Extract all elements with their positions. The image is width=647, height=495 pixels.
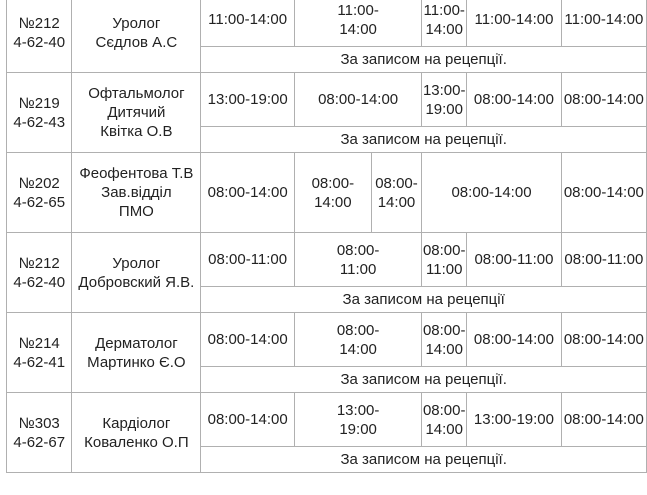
room-phone: 4-62-40	[13, 33, 66, 51]
hours-text: 08:00-	[422, 241, 466, 259]
hours-text: 08:00-11:00	[564, 251, 644, 268]
doctor-cell	[72, 73, 201, 153]
day-hours-cell	[422, 313, 467, 367]
hours-text: 08:00-14:00	[318, 91, 399, 108]
day-hours-cell	[201, 0, 295, 47]
day-hours-cell	[422, 73, 467, 127]
hours-text: 14:00	[339, 340, 377, 358]
hours-text: 08:00-14:00	[563, 411, 644, 428]
doctor-cell	[72, 153, 201, 233]
hours-text: 11:00-	[423, 1, 465, 19]
hours-text: 13:00-	[422, 81, 466, 99]
room-number: №202	[18, 174, 60, 192]
day-hours-cell	[201, 233, 295, 287]
hours-text: 14:00	[377, 193, 416, 211]
day-hours-cell	[294, 233, 421, 287]
room-phone: 4-62-43	[13, 113, 66, 131]
room-phone: 4-62-41	[13, 353, 66, 371]
day-hours-cell	[561, 73, 646, 127]
appointment-note: За записом на рецепції.	[201, 367, 647, 393]
day-hours-cell	[422, 393, 467, 447]
doctor-cell	[72, 313, 201, 393]
doctor-cell	[72, 393, 201, 473]
doctor-line: Мартинко Є.О	[87, 353, 186, 371]
hours-text: 11:00-14:00	[474, 11, 554, 28]
hours-text: 13:00-19:00	[473, 411, 554, 428]
doctor-line: Сєдлов А.С	[95, 33, 178, 51]
day-hours-cell	[201, 313, 295, 367]
hours-text: 08:00-14:00	[563, 91, 644, 108]
schedule-row	[7, 73, 647, 127]
doctor-specialty: Уролог	[112, 14, 161, 32]
day-hours-cell	[294, 153, 371, 233]
room-cell	[7, 73, 72, 153]
room-phone: 4-62-40	[13, 273, 66, 291]
hours-text: 08:00-14:00	[207, 331, 288, 348]
doctor-schedule-table	[6, 0, 647, 473]
hours-text: 08:00-14:00	[207, 411, 288, 428]
day-hours-cell	[561, 313, 646, 367]
day-hours-cell	[561, 0, 646, 47]
day-hours-cell	[422, 233, 467, 287]
room-cell	[7, 233, 72, 313]
hours-text: 19:00	[339, 420, 377, 438]
day-hours-cell	[422, 0, 467, 47]
schedule-row	[7, 0, 647, 47]
day-hours-cell	[201, 393, 295, 447]
doctor-line: Дитячий	[107, 104, 166, 121]
day-hours-cell	[201, 73, 295, 127]
hours-text: 13:00-19:00	[207, 91, 288, 108]
day-hours-cell	[467, 73, 562, 127]
hours-text: 11:00-14:00	[564, 11, 644, 28]
doctor-specialty: Дерматолог	[95, 334, 178, 352]
day-hours-cell	[561, 153, 646, 233]
doctor-line: Квітка О.В	[100, 123, 173, 140]
day-hours-cell	[467, 393, 562, 447]
appointment-note: За записом на рецепції.	[201, 47, 647, 73]
doctor-cell	[72, 233, 201, 313]
hours-text: 08:00-14:00	[563, 184, 644, 201]
hours-text: 08:00-14:00	[451, 184, 532, 201]
doctor-specialty: Офтальмолог	[88, 85, 185, 102]
hours-text: 14:00	[314, 193, 352, 211]
hours-text: 08:00-	[336, 321, 380, 339]
day-hours-cell	[201, 153, 295, 233]
day-hours-cell	[371, 153, 422, 233]
hours-text: 11:00	[426, 260, 463, 278]
day-hours-cell	[561, 233, 646, 287]
doctor-line: ПМО	[118, 203, 154, 220]
room-number: №303	[18, 414, 60, 432]
day-hours-cell	[467, 313, 562, 367]
hours-text: 08:00-	[422, 321, 466, 339]
hours-text: 08:00-	[311, 174, 355, 192]
hours-text: 14:00	[425, 20, 463, 38]
day-hours-cell	[294, 393, 421, 447]
schedule-row	[7, 393, 647, 447]
day-hours-cell	[561, 393, 646, 447]
hours-text: 08:00-11:00	[474, 251, 554, 268]
room-number: №219	[18, 94, 60, 112]
room-number: №212	[18, 14, 60, 32]
day-hours-cell	[294, 313, 421, 367]
doctor-specialty: Уролог	[112, 254, 161, 272]
room-cell	[7, 393, 72, 473]
schedule-row	[7, 233, 647, 287]
room-phone: 4-62-67	[13, 433, 66, 451]
hours-text: 14:00	[425, 420, 463, 438]
day-hours-cell	[467, 233, 562, 287]
room-number: №212	[18, 254, 60, 272]
day-hours-cell	[294, 73, 421, 127]
day-hours-cell	[422, 153, 561, 233]
appointment-note: За записом на рецепції	[201, 287, 647, 313]
room-number: №214	[18, 334, 60, 352]
hours-text: 19:00	[425, 100, 463, 118]
hours-text: 08:00-14:00	[473, 91, 554, 108]
hours-text: 08:00-14:00	[563, 331, 644, 348]
room-cell	[7, 313, 72, 393]
room-phone: 4-62-65	[13, 193, 66, 211]
doctor-line: Добровский Я.В.	[78, 273, 195, 291]
appointment-note: За записом на рецепції.	[201, 127, 647, 153]
doctor-line: Зав.відділ	[101, 184, 172, 201]
day-hours-cell	[467, 0, 562, 47]
hours-text: 14:00	[425, 340, 463, 358]
hours-text: 08:00-	[375, 174, 418, 192]
hours-text: 11:00	[339, 260, 377, 278]
hours-text: 14:00	[339, 20, 377, 38]
hours-text: 08:00-11:00	[208, 251, 288, 268]
hours-text: 13:00-	[336, 401, 380, 419]
hours-text: 08:00-14:00	[473, 331, 554, 348]
hours-text: 11:00-14:00	[208, 11, 288, 28]
doctor-specialty: Феофентова Т.В	[79, 165, 194, 182]
room-cell	[7, 153, 72, 233]
room-cell	[7, 0, 72, 73]
doctor-cell	[72, 0, 201, 73]
hours-text: 08:00-	[422, 401, 466, 419]
doctor-specialty: Кардіолог	[102, 414, 171, 432]
doctor-line: Коваленко О.П	[84, 433, 189, 451]
appointment-note: За записом на рецепції.	[201, 447, 647, 473]
schedule-row	[7, 313, 647, 367]
hours-text: 11:00-	[337, 1, 379, 19]
schedule-row	[7, 153, 647, 207]
day-hours-cell	[294, 0, 421, 47]
hours-text: 08:00-14:00	[207, 184, 288, 201]
hours-text: 08:00-	[336, 241, 380, 259]
